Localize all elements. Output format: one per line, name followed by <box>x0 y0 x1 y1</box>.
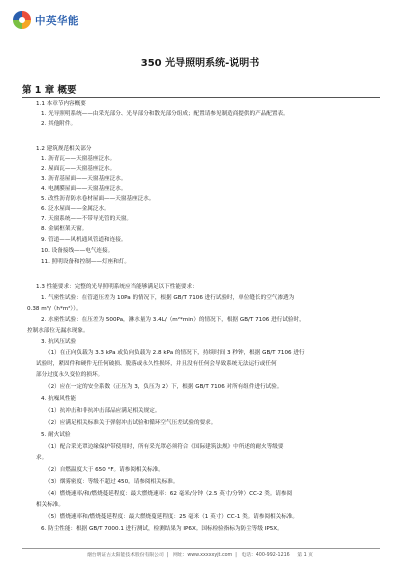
list-item: 3. 抗风压试验 <box>41 339 77 345</box>
list-item: 5. 耐火试验 <box>41 432 71 438</box>
section-heading: 1.2 建筑规范相关部分 <box>36 146 92 152</box>
sub-item: （2）自燃温度大于 650 °F。请参阅相关标准。 <box>45 467 164 473</box>
sub-item: （3）烟雾密度：等级不超过 450。请参阅相关标准。 <box>45 479 179 485</box>
list-item: 8. 金属框架天窗。 <box>41 226 88 232</box>
chapter-heading: 第 1 章 概要 <box>22 85 77 96</box>
document-title: 350 光导照明系统-说明书 <box>140 58 260 69</box>
sub-item: （1）配合采光罩边缘保护带使用时，所有采光罩必须符合《国际建筑法规》中所述的耐火等级要 <box>45 444 284 450</box>
brand-name: 中英华能 <box>35 14 79 27</box>
footer-company: 烟台明证古太阳能技术股份有限公司 <box>87 553 164 558</box>
list-item: 1. 光导照明系统——由采光部分、光导部分和散光部分组成；配置请参见制造商提供的产品配置表。 <box>41 111 289 117</box>
list-item: 11. 照明设备和控制——灯座和灯。 <box>41 259 130 265</box>
footer-website: 网址：www.xxxxxyjt.com <box>172 553 233 558</box>
page-footer: 烟台明证古太阳能技术股份有限公司 | 网址：www.xxxxxyjt.com | 电话：400-992-1216 第 1 页 <box>87 553 313 558</box>
section-heading: 1.1 本章节内容概要 <box>36 101 86 107</box>
sub-item: （4）燃烧速率/和/燃烧蔓延程度：最大燃烧速率：62 毫米/分钟（2.5 英寸/分钟）CC-2 类。请参阅 <box>45 491 293 497</box>
list-item: 4. 抗噪风性能 <box>41 396 77 402</box>
sub-item-continuation: 试验时，紧固件和硬件无任何破损、脱落或永久性损坏，并且没有任何会导致系统无法运行或任何 <box>36 361 277 367</box>
list-item-continuation: 控制水部位无漏水现象。 <box>27 328 89 334</box>
list-item: 3. 沥青基屋面——天窗基座泛水。 <box>41 176 127 182</box>
sub-item: （5）燃烧速率和/燃烧蔓延程度：最大燃烧蔓延程度：25 毫米（1 英寸）CC-1 类。请参阅相关标准。 <box>45 514 299 520</box>
list-item: 1. 沥青瓦——天窗基座泛水。 <box>41 156 116 162</box>
sub-item-continuation: 求。 <box>36 455 48 461</box>
list-item: 6. 泛水屋面——金属泛水。 <box>41 206 110 212</box>
sub-item-continuation: 部分过度永久变位的损坏。 <box>36 372 104 378</box>
brand-logo-icon <box>12 10 32 30</box>
list-item: 7. 天窗系统——不带导光管的天窗。 <box>41 216 133 222</box>
chapter-divider <box>22 97 380 98</box>
sub-item: （2）应在一定的安全系数（正压为 3，负压为 2）下，根据 GB/T 7106 对所有组件进行试验。 <box>45 384 283 390</box>
sub-item: （1）在正向负载为 3.3 kPa 或负向负载为 2.8 kPa 的情况下，持续时间 3 秒钟，根据 GB/T 7106 进行 <box>45 350 305 356</box>
list-item: 9. 管道——风机通风管道和连接。 <box>41 237 127 243</box>
sub-item: （1）抗冲击和非抗冲击部品应满足相关规定。 <box>45 408 161 414</box>
list-item: 1. 气密性试验：在管道压差为 10Pa 的情况下，根据 GB/T 7106 进行试验时，单位缝长的空气渗透为 <box>41 295 295 301</box>
footer-phone: 电话：400-992-1216 <box>241 553 290 558</box>
list-item: 2. 屋面瓦——天窗基座泛水。 <box>41 166 116 172</box>
sub-item: （2）应满足相关标准关于弹射冲击试验和循环空气压差试验的要求。 <box>45 420 217 426</box>
list-item: 5. 改性沥青防水卷材屋面——天窗基座泛水。 <box>41 196 155 202</box>
list-item: 2. 水密性试验：在压差为 500Pa，淋水量为 3.4L/（m²*min）的情况下，根据 GB/T 7106 进行试验时， <box>41 317 305 323</box>
footer-divider <box>22 548 380 549</box>
company-logo <box>12 10 79 30</box>
sub-item-continuation: 相关标准。 <box>36 502 64 508</box>
list-item-continuation: 0.38 m³/（h*m²））。 <box>27 306 82 312</box>
list-item: 10. 设备接线——电气连接。 <box>41 248 114 254</box>
section-heading: 1.3 性能要求：完整的光导照明系统应当能够满足以下性能要求： <box>36 284 198 290</box>
list-item: 4. 电测膜屋面——天窗基座泛水。 <box>41 186 127 192</box>
page-number: 第 1 页 <box>297 553 313 558</box>
list-item: 6. 防尘性能：根据 GB/T 7000.1 进行测试，检测结果为 IP6X。国标检验指标为防尘等级 IP5X。 <box>41 526 283 532</box>
list-item: 2. 其他附件。 <box>41 121 77 127</box>
